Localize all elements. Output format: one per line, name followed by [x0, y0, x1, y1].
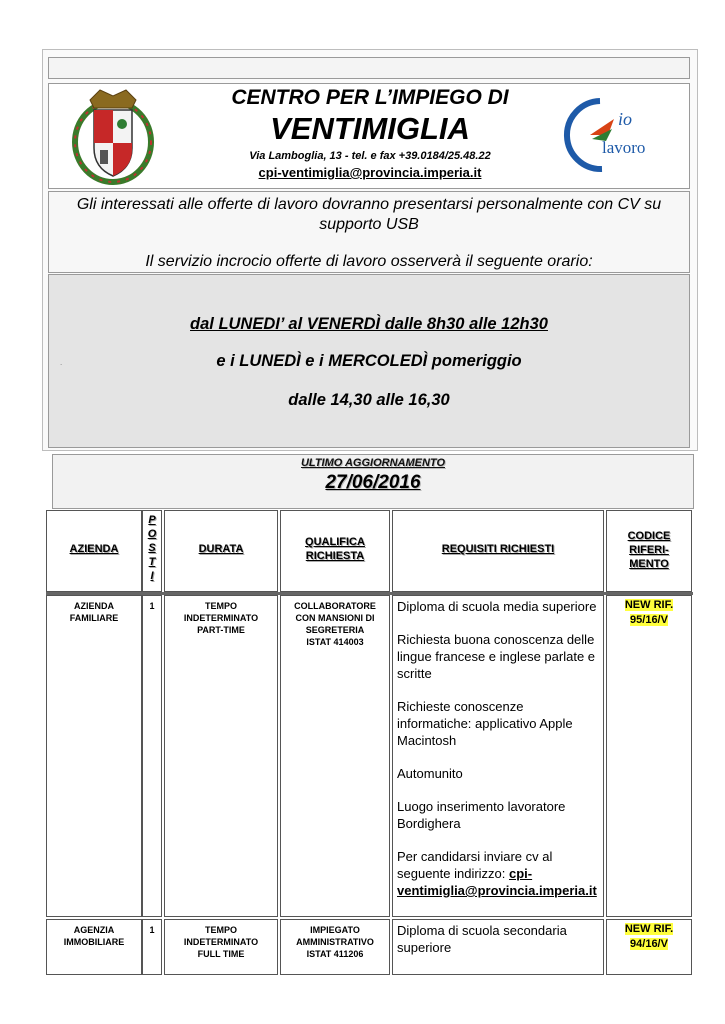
row2-durata-line: TEMPO [204, 925, 237, 935]
header-posti-letter: O [147, 528, 157, 540]
row1-codice-line: 95/16/V [630, 614, 668, 626]
header-requisiti-text: REQUISITI RICHIESTI [441, 543, 555, 555]
row1-codice-cell [606, 595, 692, 917]
update-date: 27/06/2016 [325, 472, 421, 493]
row1-qualifica-cell [280, 595, 390, 917]
stray-dot: . [60, 358, 63, 367]
hours-line-1: dal LUNEDI’ al VENERDÌ dalle 8h30 alle 12h30 [190, 315, 548, 333]
row2-azienda-line: IMMOBILIARE [63, 937, 125, 947]
row1-azienda-line: FAMILIARE [69, 613, 119, 623]
row2-azienda-line: AGENZIA [73, 925, 115, 935]
row1-requisito: Luogo inserimento lavoratore Bordighera [397, 799, 566, 831]
coat-of-arms-logo [70, 88, 156, 186]
row2-durata-line: FULL TIME [197, 949, 245, 959]
header-posti-letter: T [148, 556, 156, 568]
row2-codice-cell [606, 919, 692, 975]
header-posti-letter: S [148, 542, 156, 554]
header-posti-letter: P [148, 514, 156, 526]
row1-apply-email-link[interactable]: cpi-ventimiglia@provincia.imperia.it [397, 866, 597, 898]
row1-azienda-cell [46, 595, 142, 917]
header-qualifica-line: QUALIFICA [305, 536, 365, 548]
header-posti-letter: I [150, 570, 154, 582]
row1-requisito: Richieste conoscenze informatiche: applicativo Apple Macintosh [397, 699, 573, 748]
row1-durata-line: TEMPO [204, 601, 237, 611]
hours-line-2: e i LUNEDÌ e i MERCOLEDÌ pomeriggio [216, 352, 522, 370]
header-codice-line: CODICE [627, 530, 671, 542]
header-cell-durata [164, 510, 278, 592]
row1-requisito: Richiesta buona conoscenza delle lingue francese e inglese parlate e scritte [397, 632, 596, 681]
logo-lavoro-text: lavoro [602, 138, 646, 157]
row1-qualifica-line: COLLABORATORE [294, 601, 376, 611]
row1-qualifica-line: SEGRETERIA [305, 625, 365, 635]
row1-qualifica-line: ISTAT 414003 [306, 637, 364, 647]
row2-azienda-cell [46, 919, 142, 975]
row1-durata-line: INDETERMINATO [183, 613, 259, 623]
top-bar [48, 57, 690, 79]
header-cell-codice [606, 510, 692, 592]
row1-qualifica-line: CON MANSIONI DI [295, 613, 375, 623]
row2-qualifica-line: ISTAT 411206 [306, 949, 364, 959]
row2-qualifica-cell [280, 919, 390, 975]
header-durata-text: DURATA [198, 543, 244, 555]
row2-durata-line: INDETERMINATO [183, 937, 259, 947]
header-cell-requisiti [392, 510, 604, 592]
header-codice-line: RIFERI- [629, 544, 669, 556]
title-line-2: VENTIMIGLIA [270, 111, 470, 146]
row1-apply-label: Per candidarsi inviare cv al seguente indirizzo: [397, 849, 553, 881]
notice-line-1: Gli interessati alle offerte di lavoro dovranno presentarsi personalmente con CV su supporto USB [76, 196, 662, 233]
row1-durata-cell [164, 595, 278, 917]
row2-qualifica-line: IMPIEGATO [310, 925, 360, 935]
row1-posti-cell [142, 595, 162, 917]
row1-codice-line: NEW RIF. [624, 599, 674, 611]
row2-posti-value: 1 [149, 925, 155, 935]
header-cell-qualifica [280, 510, 390, 592]
row1-requisito: Diploma di scuola media superiore [397, 599, 597, 614]
header-email-link[interactable]: cpi-ventimiglia@provincia.imperia.it [258, 165, 482, 180]
header-cell-azienda [46, 510, 142, 592]
hours-line-3: dalle 14,30 alle 16,30 [288, 391, 450, 409]
row2-codice-line: NEW RIF. [624, 923, 674, 935]
title-line-1: CENTRO PER L’IMPIEGO DI [231, 86, 509, 109]
row1-requisito: Automunito [397, 766, 463, 781]
header-qualifica-line: RICHIESTA [305, 550, 365, 562]
row2-codice-line: 94/16/V [630, 938, 668, 950]
update-label: ULTIMO AGGIORNAMENTO [300, 457, 445, 469]
address-text: Via Lamboglia, 13 - tel. e fax +39.0184/25.48.22 [249, 150, 491, 162]
notice-line-2: Il servizio incrocio offerte di lavoro osserverà il seguente orario: [145, 253, 593, 270]
row2-posti-cell [142, 919, 162, 975]
row2-requisiti-cell [392, 919, 604, 975]
row1-azienda-line: AZIENDA [74, 601, 114, 611]
row2-requisito: Diploma di scuola secondaria superiore [397, 923, 567, 955]
logo-io-text: io [618, 109, 633, 129]
row1-durata-line: PART-TIME [197, 625, 245, 635]
row1-requisiti-cell [392, 595, 604, 917]
row2-qualifica-line: AMMINISTRATIVO [296, 937, 374, 947]
row1-apply-text [397, 848, 599, 899]
header-azienda-text: AZIENDA [69, 543, 119, 555]
row1-posti-value: 1 [149, 601, 155, 611]
header-cell-posti [142, 510, 162, 592]
header-codice-line: MENTO [629, 558, 669, 570]
row2-durata-cell [164, 919, 278, 975]
